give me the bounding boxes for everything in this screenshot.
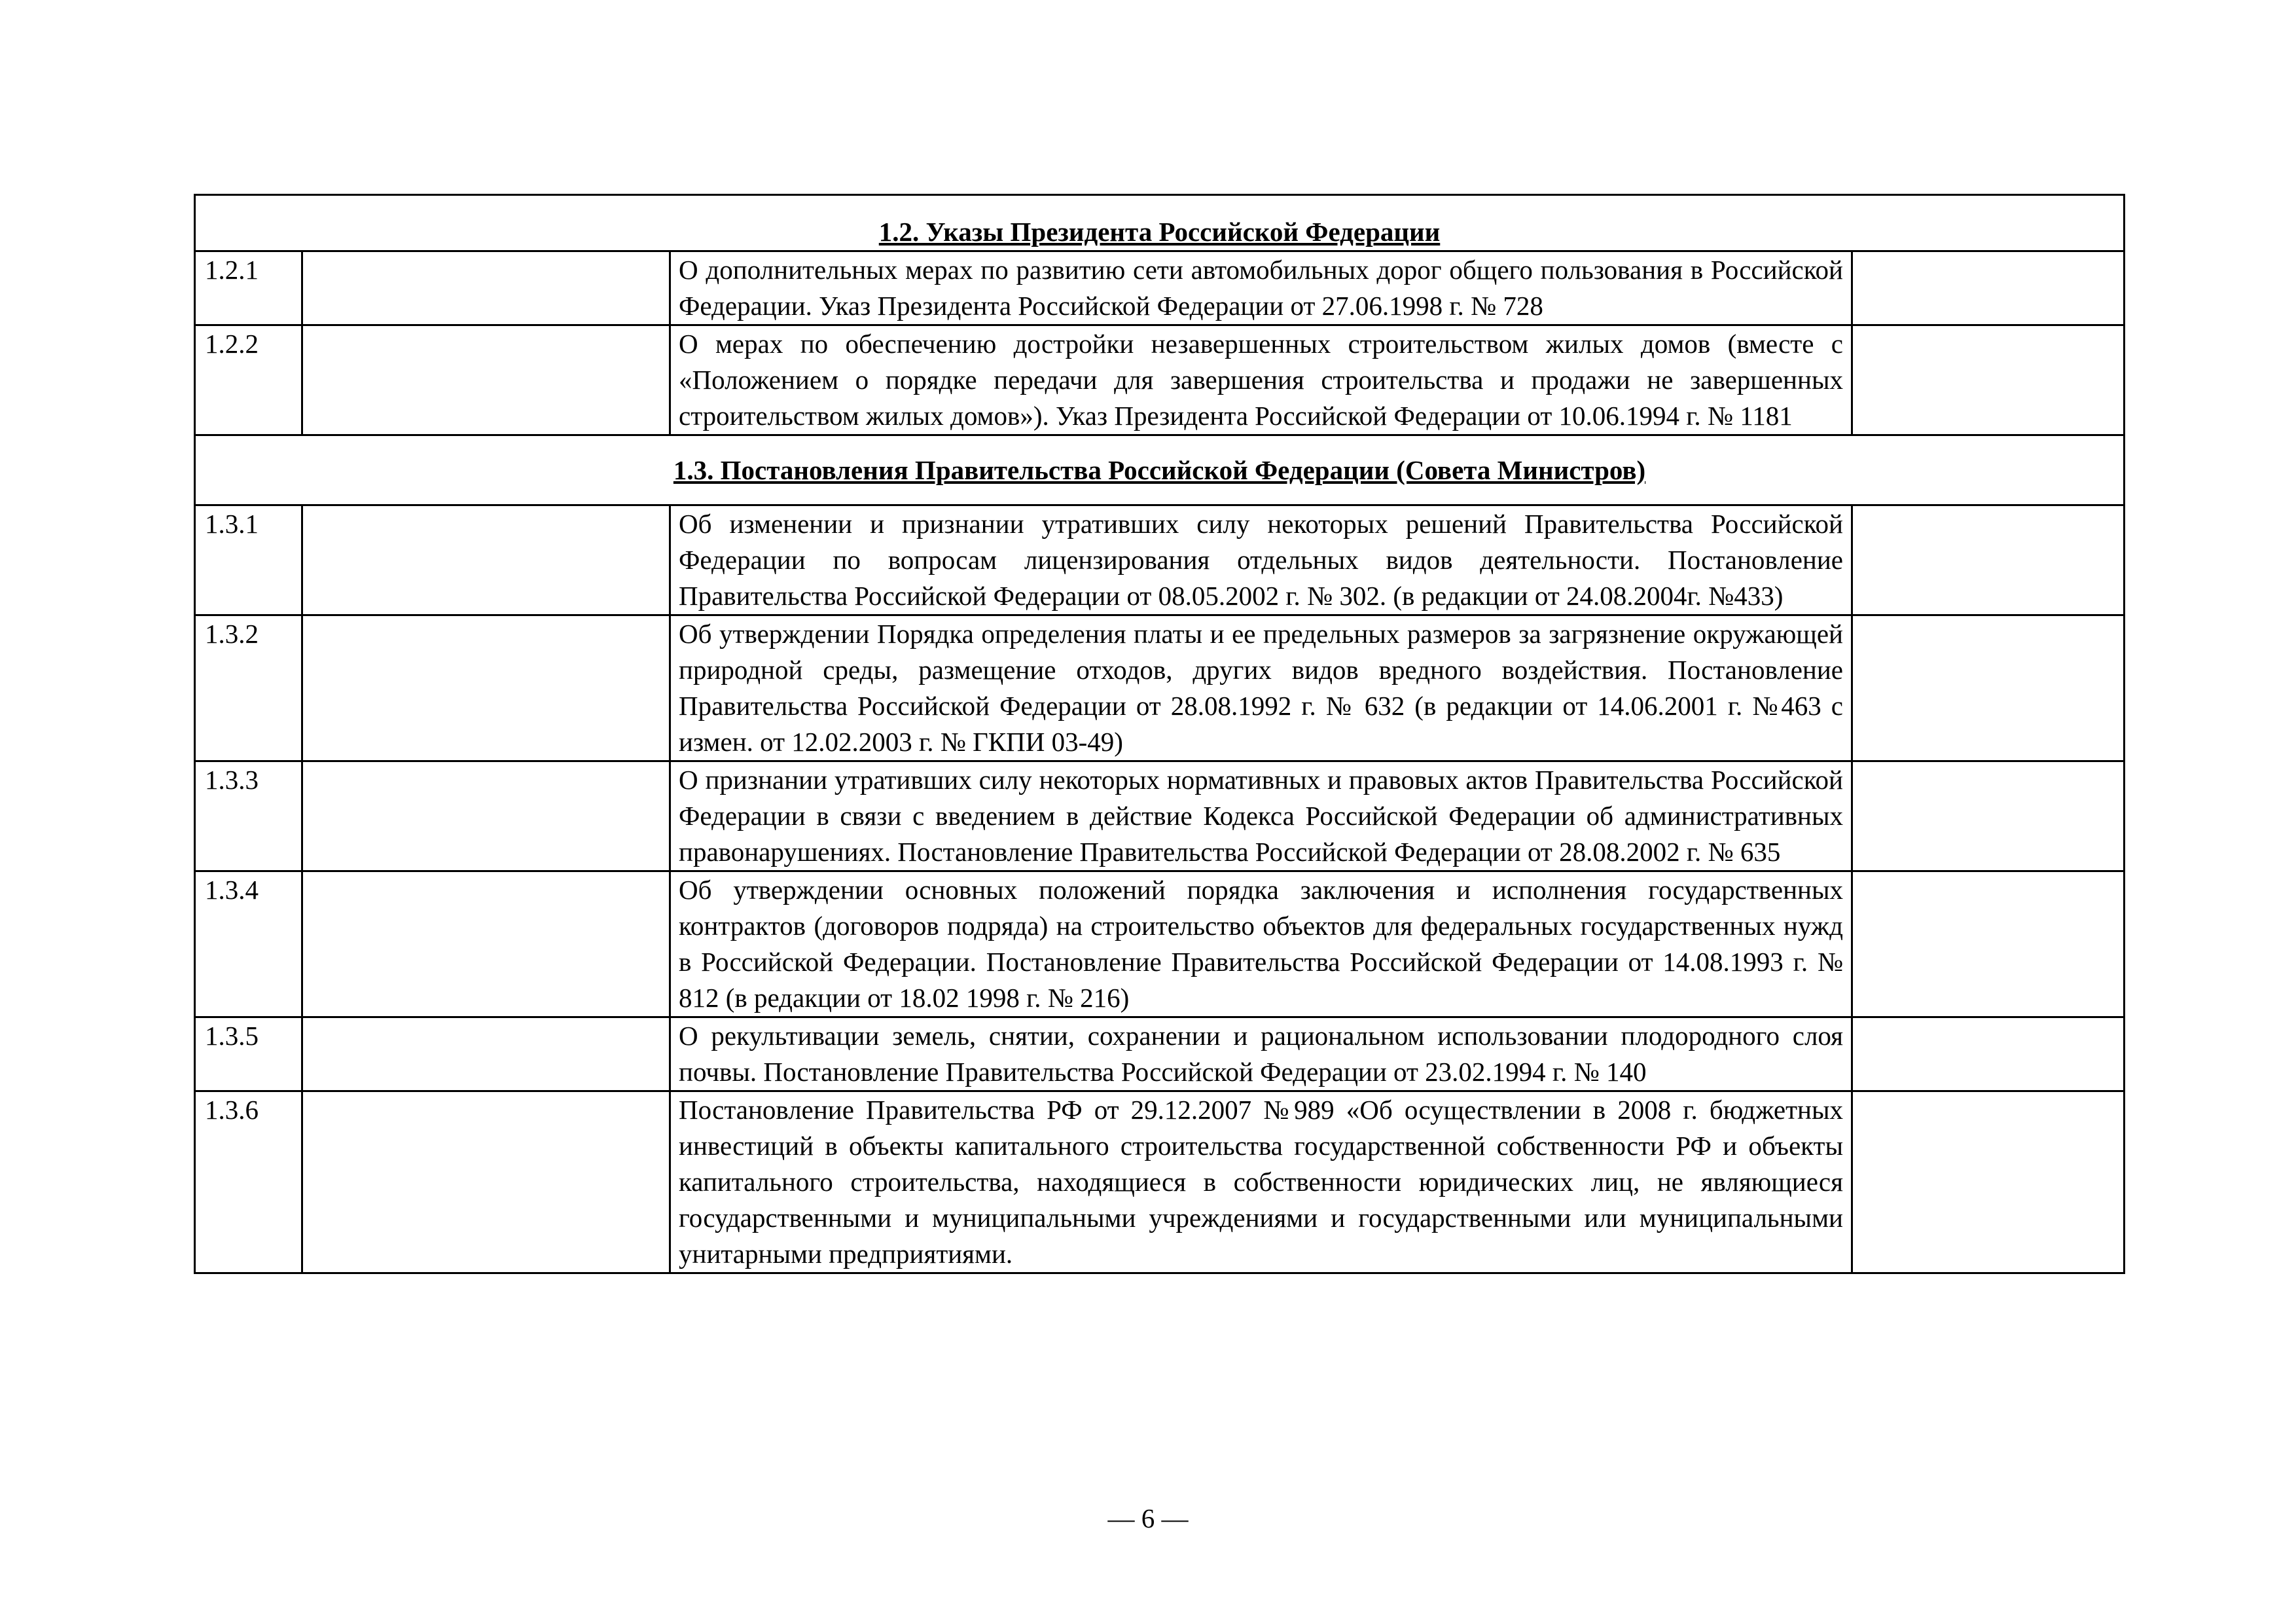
- row-text: О рекультивации земель, снятии, сохранении и рациональном использовании плодородного слоя почвы. Постановление Правительства Российской Федерации от 23.02.1994 г. № 140: [670, 1017, 1852, 1091]
- table-row: [195, 871, 2125, 1017]
- note-cell: [1852, 761, 2125, 871]
- section-header-row: [195, 435, 2125, 505]
- note-cell: [1852, 615, 2125, 761]
- section-title: 1.3. Постановления Правительства Российской Федерации (Совета Министров): [673, 454, 1646, 485]
- row-number: 1.2.2: [195, 325, 302, 435]
- row-number: 1.2.1: [195, 251, 302, 325]
- row-number: 1.3.6: [195, 1091, 302, 1273]
- empty-cell: [302, 1017, 670, 1091]
- row-text: Об утверждении основных положений порядка заключения и исполнения государственных контрактов (договоров подряда) на строительство объектов для федеральных государственных нужд в Российской Федерации. Постановление Правительства Российской Федерации от 14.08.1993 г. № 812 (в редакции от 18.02 1998 г. № 216): [670, 871, 1852, 1017]
- row-number: 1.3.4: [195, 871, 302, 1017]
- note-cell: [1852, 251, 2125, 325]
- section-title: 1.2. Указы Президента Российской Федерации: [878, 217, 1441, 247]
- row-number: 1.3.3: [195, 761, 302, 871]
- table-row: [195, 615, 2125, 761]
- empty-cell: [302, 251, 670, 325]
- row-number: 1.3.2: [195, 615, 302, 761]
- empty-cell: [302, 1091, 670, 1273]
- empty-cell: [302, 871, 670, 1017]
- note-cell: [1852, 1017, 2125, 1091]
- table-row: [195, 1017, 2125, 1091]
- table-row: [195, 1091, 2125, 1273]
- row-number: 1.3.1: [195, 505, 302, 615]
- regulations-table: [194, 194, 2125, 1274]
- empty-cell: [302, 615, 670, 761]
- table-row: [195, 251, 2125, 325]
- note-cell: [1852, 871, 2125, 1017]
- row-text: Об изменении и признании утративших силу некоторых решений Правительства Российской Федерации по вопросам лицензирования отдельных видов деятельности. Постановление Правительства Российской Федерации от 08.05.2002 г. № 302. (в редакции от 24.08.2004г. №433): [670, 505, 1852, 615]
- section-header-row: [195, 195, 2125, 251]
- table-row: [195, 325, 2125, 435]
- table-row: [195, 505, 2125, 615]
- note-cell: [1852, 505, 2125, 615]
- page-number: — 6 —: [1107, 1503, 1189, 1533]
- empty-cell: [302, 325, 670, 435]
- row-text: Постановление Правительства РФ от 29.12.2007 №989 «Об осуществлении в 2008 г. бюджетных инвестиций в объекты капитального строительства государственной собственности РФ и объекты капитального строительства, находящиеся в собственности юридических лиц, не являющиеся государственными и муниципальными учреждениями и государственными или муниципальными унитарными предприятиями.: [670, 1091, 1852, 1273]
- table-row: [195, 761, 2125, 871]
- row-text: О признании утративших силу некоторых нормативных и правовых актов Правительства Российской Федерации в связи с введением в действие Кодекса Российской Федерации об административных правонарушениях. Постановление Правительства Российской Федерации от 28.08.2002 г. № 635: [670, 761, 1852, 871]
- row-number: 1.3.5: [195, 1017, 302, 1091]
- empty-cell: [302, 761, 670, 871]
- empty-cell: [302, 505, 670, 615]
- note-cell: [1852, 325, 2125, 435]
- section-title-cell: [195, 435, 2125, 505]
- note-cell: [1852, 1091, 2125, 1273]
- row-text: Об утверждении Порядка определения платы и ее предельных размеров за загрязнение окружающей природной среды, размещение отходов, других видов вредного воздействия. Постановление Правительства Российской Федерации от 28.08.1992 г. № 632 (в редакции от 14.06.2001 г. №463 с измен. от 12.02.2003 г. № ГКПИ 03-49): [670, 615, 1852, 761]
- row-text: О мерах по обеспечению достройки незавершенных строительством жилых домов (вместе с «Положением о порядке передачи для завершения строительства и продажи не завершенных строительством жилых домов»). Указ Президента Российской Федерации от 10.06.1994 г. № 1181: [670, 325, 1852, 435]
- section-title-cell: [195, 195, 2125, 251]
- row-text: О дополнительных мерах по развитию сети автомобильных дорог общего пользования в Российской Федерации. Указ Президента Российской Федерации от 27.06.1998 г. № 728: [670, 251, 1852, 325]
